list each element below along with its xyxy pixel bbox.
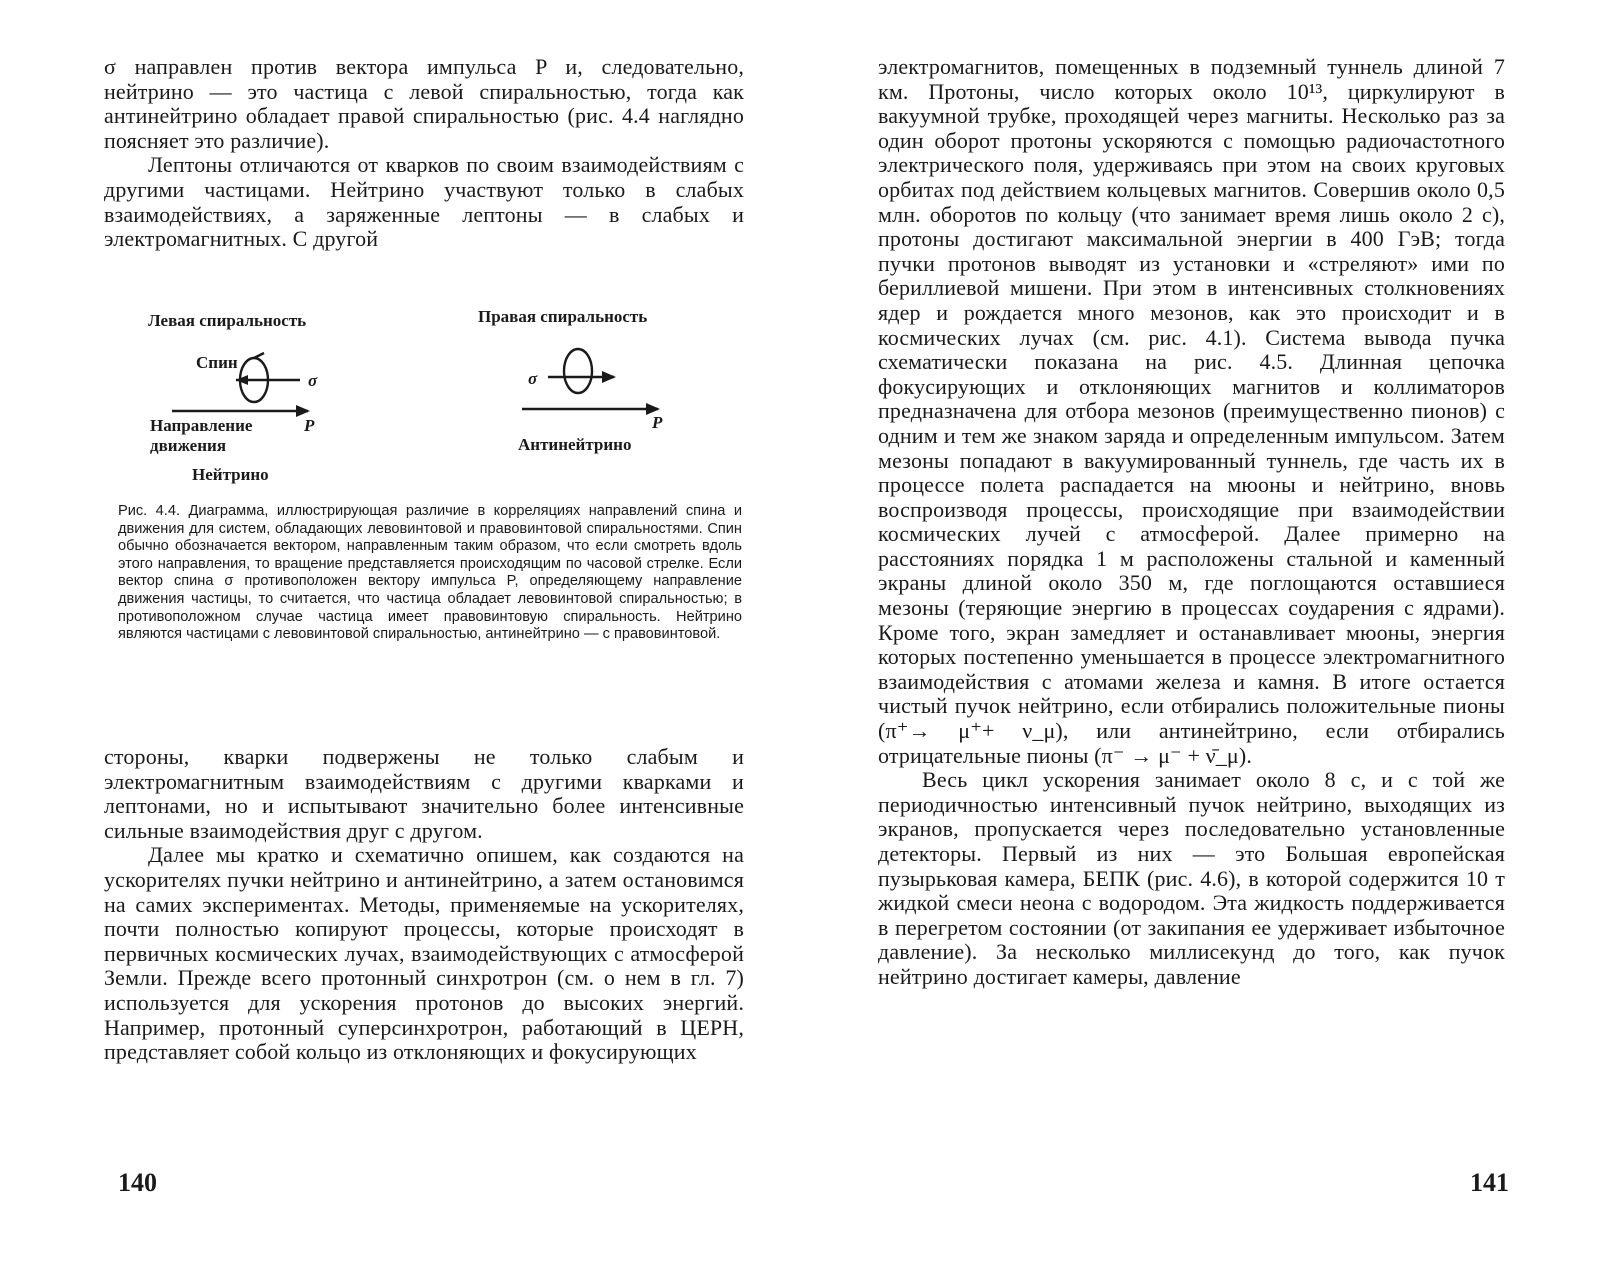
left-bottom-text <box>104 745 744 1065</box>
sigma-left-label: σ <box>308 371 318 390</box>
p-left-label: P <box>304 416 315 435</box>
spin-label: Спин <box>196 353 238 372</box>
paragraph: Далее мы кратко и схематично опишем, как создаются на ускорителях пучки нейтрино и антинейтрино, а затем остановимся на самих экспериментах. Методы, применяемые на ускорителях, почти полностью копируют процессы, которые происходят в первичных космических лучах, взаимодействующих с атмосферой Земли. Прежде всего протонный синхротрон (см. о нем в гл. 7) используется для ускорения протонов до высоких энергий. Например, протонный суперсинхротрон, работающий в ЦЕРН, представляет собой кольцо из отклоняющих и фокусирующих <box>104 842 744 1065</box>
left-top-text <box>104 55 744 252</box>
direction-label-2: движения <box>150 436 227 455</box>
page-number-left: 140 <box>118 1168 157 1197</box>
neutrino-label: Нейтрино <box>192 465 269 484</box>
helicity-figure <box>104 295 744 505</box>
right-page <box>800 0 1600 1275</box>
paragraph: Весь цикл ускорения занимает около 8 с, и с той же периодичностью интенсивный пучок нейтрино, выходящих из экранов, пропускается через последовательно установленные детекторы. Первый из них — это Большая европейская пузырьковая камера, БЕПК (рис. 4.6), в которой содержится 10 т жидкой смеси неона с водородом. Эта жидкость поддерживается в перегретом состоянии (от закипания ее удерживает избыточное давление). За несколько миллисекунд до того, как пучок нейтрино достигает камеры, давление <box>878 767 1505 989</box>
p-right-label: P <box>652 413 663 432</box>
paragraph: Лептоны отличаются от кварков по своим взаимодействиям с другими частицами. Нейтрино участвуют только в слабых взаимодействиях, а заряженные лептоны — в слабых и электромагнитных. С другой <box>104 152 744 252</box>
paragraph: стороны, кварки подвержены не только слабым и электромагнитным взаимодействиям с другими кварками и лептонами, но и испытывают значительно более интенсивные сильные взаимодействия друг с другом. <box>104 744 744 843</box>
antineutrino-label: Антинейтрино <box>518 435 632 454</box>
left-helicity-title: Левая спиральность <box>148 311 307 330</box>
paragraph: σ направлен против вектора импульса P и, следовательно, нейтрино — это частица с левой спиральностью, тогда как антинейтрино обладает правой спиральностью (рис. 4.4 наглядно поясняет это различие). <box>104 54 744 153</box>
right-text <box>878 55 1505 990</box>
direction-label-1: Направление <box>150 416 253 435</box>
right-sigma-arrowhead <box>602 371 616 383</box>
paragraph: электромагнитов, помещенных в подземный туннель длиной 7 км. Протоны, число которых около 10¹³, циркулируют в вакуумной трубке, проходящей через магниты. Несколько раз за один оборот протоны ускоряются с помощью радиочастотного электрического поля, удерживаясь при этом на своих круговых орбитах под действием кольцевых магнитов. Совершив около 0,5 млн. оборотов по кольцу (что занимает время лишь около 2 с), протоны достигают максимальной энергии в 400 ГэВ; тогда пучки протонов выводят из установки и «стреляют» ими по бериллиевой мишени. При этом в интенсивных столкновениях ядер и рождается много мезонов, как это происходит и в космических лучах (см. рис. 4.1). Система вывода пучка схематически показана на рис. 4.5. Длинная цепочка фокусирующих и отклоняющих магнитов и коллиматоров предназначена для отбора мезонов (преимущественно пионов) с одним и тем же знаком заряда и определенным импульсом. Затем мезоны попадают в вакуумированный туннель, где часть их в процессе полета распадается на мюоны и нейтрино, вновь воспроизводя процессы, происходящие при взаимодействии космических лучей с атмосферой. Далее примерно на расстояниях порядка 1 м расположены стальной и каменный экраны длиной около 350 м, где поглощаются оставшиеся мезоны (теряющие энергию в процессах соударения с ядрами). Кроме того, экран замедляет и останавливает мюоны, энергия которых постепенно уменьшается в процессе электромагнитного взаимодействия с атомами железа и камня. В итоге остается чистый пучок нейтрино, если отбирались положительные пионы (π⁺→ μ⁺+ ν_μ), или антинейтрино, если отбирались отрицательные пионы (π⁻ → μ⁻ + ν̄_μ). <box>878 54 1505 768</box>
figure-caption: Рис. 4.4. Диаграмма, иллюстрирующая различие в корреляциях направлений спина и движения для систем, обладающих левовинтовой и правовинтовой спиральностями. Спин обычно обозначается вектором, направленным таким образом, что если смотреть вдоль этого направления, то вращение представляется происходящим по часовой стрелке. Если вектор спина σ противоположен вектору импульса P, определяющему направление движения частицы, то считается, что частица обладает левовинтовой спиральностью; в противоположном случае частица имеет правовинтовую спиральность. Нейтрино являются частицами с левовинтовой спиральностью, антинейтрино — с правовинтовой. <box>118 503 742 643</box>
page-number-right: 141 <box>1470 1168 1509 1197</box>
right-spin-loop <box>564 349 592 393</box>
right-helicity-title: Правая спиральность <box>478 307 648 326</box>
sigma-right-label: σ <box>528 369 538 388</box>
left-sigma-arrowhead <box>236 375 248 385</box>
